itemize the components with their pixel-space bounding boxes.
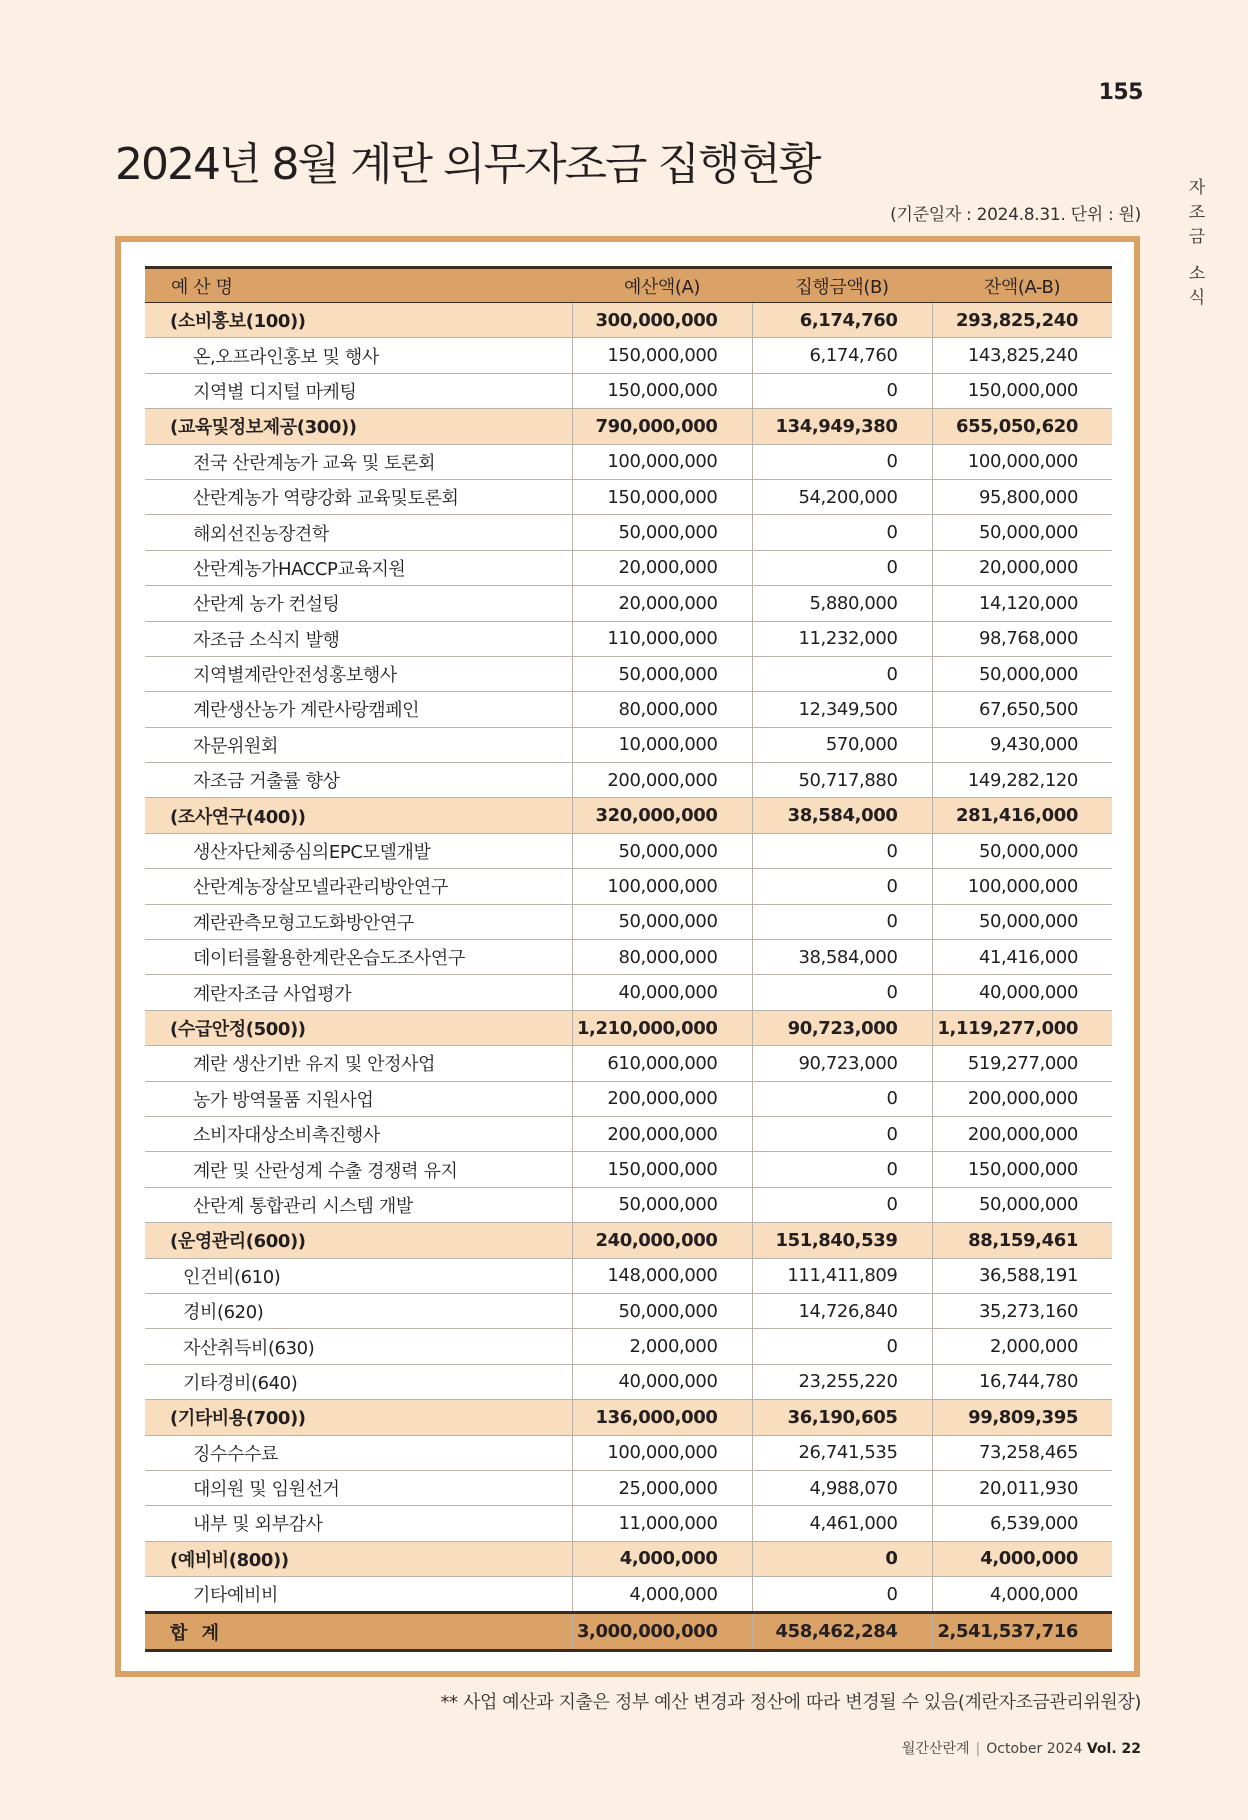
table-row: [145, 763, 1112, 798]
side-label-char: 식: [1188, 288, 1206, 308]
table-row: [145, 373, 1112, 408]
row-budget: 136,000,000: [572, 1400, 752, 1435]
row-budget: 50,000,000: [572, 833, 752, 868]
row-name: (교육및정보제공(300)): [145, 409, 572, 444]
row-budget: 4,000,000: [572, 1541, 752, 1576]
row-budget: 40,000,000: [572, 1364, 752, 1399]
row-name: (조사연구(400)): [145, 798, 572, 833]
row-budget: 150,000,000: [572, 479, 752, 514]
category-row: [145, 798, 1112, 833]
row-budget: 20,000,000: [572, 586, 752, 621]
row-balance: 150,000,000: [932, 373, 1112, 408]
row-budget: 50,000,000: [572, 656, 752, 691]
row-balance: 50,000,000: [932, 904, 1112, 939]
row-executed: 36,190,605: [752, 1400, 932, 1435]
row-balance: 143,825,240: [932, 338, 1112, 373]
row-name: 산란계농가 역량강화 교육및토론회: [145, 479, 572, 514]
table-row: [145, 1329, 1112, 1364]
row-name: 계란생산농가 계란사랑캠페인: [145, 692, 572, 727]
header-balance: 잔액(A-B): [932, 268, 1112, 303]
category-row: [145, 1541, 1112, 1576]
table-row: [145, 1046, 1112, 1081]
row-balance: 293,825,240: [932, 303, 1112, 338]
side-label-char: 금: [1188, 227, 1206, 247]
row-balance: 655,050,620: [932, 409, 1112, 444]
row-executed: 0: [752, 869, 932, 904]
row-name: 기타예비비: [145, 1577, 572, 1613]
row-name: (예비비(800)): [145, 1541, 572, 1576]
row-name: 경비(620): [145, 1293, 572, 1328]
row-name: 계란자조금 사업평가: [145, 975, 572, 1010]
row-executed: 54,200,000: [752, 479, 932, 514]
row-name: 소비자대상소비촉진행사: [145, 1116, 572, 1151]
footer-separator: |: [975, 1741, 981, 1757]
issue-date: October 2024: [986, 1741, 1083, 1757]
row-executed: 0: [752, 550, 932, 585]
row-name: 자문위원회: [145, 727, 572, 762]
row-name: 생산자단체중심의EPC모델개발: [145, 833, 572, 868]
row-executed: 5,880,000: [752, 586, 932, 621]
row-executed: 0: [752, 833, 932, 868]
row-executed: 4,461,000: [752, 1506, 932, 1541]
row-executed: 0: [752, 444, 932, 479]
row-balance: 14,120,000: [932, 586, 1112, 621]
table-row: [145, 1364, 1112, 1399]
row-name: 온,오프라인홍보 및 행사: [145, 338, 572, 373]
side-label-char: 조: [1188, 202, 1206, 223]
category-row: [145, 1223, 1112, 1258]
row-balance: 98,768,000: [932, 621, 1112, 656]
row-balance: 16,744,780: [932, 1364, 1112, 1399]
row-balance: 50,000,000: [932, 833, 1112, 868]
row-executed: 38,584,000: [752, 798, 932, 833]
row-balance: 41,416,000: [932, 940, 1112, 975]
row-executed: 0: [752, 1577, 932, 1613]
row-budget: 200,000,000: [572, 1116, 752, 1151]
row-budget: 148,000,000: [572, 1258, 752, 1293]
basis-note: (기준일자 : 2024.8.31. 단위 : 원): [890, 205, 1141, 225]
row-balance: 99,809,395: [932, 1400, 1112, 1435]
row-executed: 0: [752, 975, 932, 1010]
row-executed: 50,717,880: [752, 763, 932, 798]
table-row: [145, 869, 1112, 904]
row-balance: 50,000,000: [932, 1187, 1112, 1222]
total-budget: 3,000,000,000: [572, 1613, 752, 1650]
category-row: [145, 1400, 1112, 1435]
row-executed: 0: [752, 1152, 932, 1187]
header-budget-name: 예 산 명: [145, 268, 572, 303]
row-budget: 110,000,000: [572, 621, 752, 656]
row-name: 지역별계란안전성홍보행사: [145, 656, 572, 691]
table-row: [145, 550, 1112, 585]
row-budget: 20,000,000: [572, 550, 752, 585]
row-name: 자산취득비(630): [145, 1329, 572, 1364]
row-budget: 11,000,000: [572, 1506, 752, 1541]
page-number: 155: [1098, 80, 1143, 105]
row-budget: 790,000,000: [572, 409, 752, 444]
side-label-char: 소: [1188, 263, 1206, 284]
row-name: 산란계 농가 컨설팅: [145, 586, 572, 621]
row-executed: 14,726,840: [752, 1293, 932, 1328]
row-budget: 10,000,000: [572, 727, 752, 762]
row-executed: 134,949,380: [752, 409, 932, 444]
row-budget: 25,000,000: [572, 1470, 752, 1505]
table-row: [145, 1258, 1112, 1293]
side-label-char: 자: [1188, 178, 1206, 198]
row-balance: 50,000,000: [932, 515, 1112, 550]
row-budget: 50,000,000: [572, 515, 752, 550]
row-name: 산란계농가HACCP교육지원: [145, 550, 572, 585]
table-row: [145, 1435, 1112, 1470]
row-balance: 200,000,000: [932, 1116, 1112, 1151]
row-budget: 100,000,000: [572, 444, 752, 479]
total-row: [145, 1613, 1112, 1650]
row-budget: 200,000,000: [572, 1081, 752, 1116]
section-side-label: [1185, 176, 1209, 311]
row-name: 대의원 및 임원선거: [145, 1470, 572, 1505]
row-executed: 0: [752, 515, 932, 550]
table-row: [145, 338, 1112, 373]
table-row: [145, 940, 1112, 975]
row-name: 계란 생산기반 유지 및 안정사업: [145, 1046, 572, 1081]
row-executed: 90,723,000: [752, 1010, 932, 1045]
row-name: (수급안정(500)): [145, 1010, 572, 1045]
table-row: [145, 1116, 1112, 1151]
row-executed: 90,723,000: [752, 1046, 932, 1081]
row-executed: 0: [752, 1116, 932, 1151]
row-balance: 20,000,000: [932, 550, 1112, 585]
table-row: [145, 479, 1112, 514]
row-executed: 0: [752, 656, 932, 691]
row-balance: 2,000,000: [932, 1329, 1112, 1364]
row-balance: 150,000,000: [932, 1152, 1112, 1187]
row-budget: 200,000,000: [572, 763, 752, 798]
row-executed: 151,840,539: [752, 1223, 932, 1258]
row-name: 인건비(610): [145, 1258, 572, 1293]
table-row: [145, 1470, 1112, 1505]
row-name: 자조금 거출률 향상: [145, 763, 572, 798]
row-budget: 50,000,000: [572, 1187, 752, 1222]
row-name: (소비홍보(100)): [145, 303, 572, 338]
row-name: 산란계농장살모넬라관리방안연구: [145, 869, 572, 904]
table-row: [145, 621, 1112, 656]
row-executed: 0: [752, 1187, 932, 1222]
row-balance: 20,011,930: [932, 1470, 1112, 1505]
row-budget: 150,000,000: [572, 373, 752, 408]
row-budget: 100,000,000: [572, 1435, 752, 1470]
table-header-row: [145, 268, 1112, 303]
row-budget: 320,000,000: [572, 798, 752, 833]
table-row: [145, 1577, 1112, 1613]
row-balance: 100,000,000: [932, 869, 1112, 904]
table-row: [145, 444, 1112, 479]
row-budget: 40,000,000: [572, 975, 752, 1010]
row-budget: 240,000,000: [572, 1223, 752, 1258]
row-name: 해외선진농장견학: [145, 515, 572, 550]
row-executed: 12,349,500: [752, 692, 932, 727]
table-row: [145, 975, 1112, 1010]
row-name: 자조금 소식지 발행: [145, 621, 572, 656]
row-executed: 0: [752, 1329, 932, 1364]
row-executed: 0: [752, 1541, 932, 1576]
table-row: [145, 833, 1112, 868]
row-budget: 100,000,000: [572, 869, 752, 904]
table-row: [145, 1152, 1112, 1187]
table-row: [145, 515, 1112, 550]
header-budget-amount: 예산액(A): [572, 268, 752, 303]
table-row: [145, 586, 1112, 621]
row-name: 농가 방역물품 지원사업: [145, 1081, 572, 1116]
row-name: 지역별 디지털 마케팅: [145, 373, 572, 408]
row-name: (기타비용(700)): [145, 1400, 572, 1435]
row-balance: 6,539,000: [932, 1506, 1112, 1541]
row-executed: 6,174,760: [752, 303, 932, 338]
row-executed: 111,411,809: [752, 1258, 932, 1293]
total-label: 합 계: [145, 1613, 572, 1650]
category-row: [145, 409, 1112, 444]
table-row: [145, 1293, 1112, 1328]
row-budget: 2,000,000: [572, 1329, 752, 1364]
row-name: 계란 및 산란성계 수출 경쟁력 유지: [145, 1152, 572, 1187]
row-balance: 40,000,000: [932, 975, 1112, 1010]
row-budget: 300,000,000: [572, 303, 752, 338]
row-executed: 0: [752, 904, 932, 939]
row-balance: 200,000,000: [932, 1081, 1112, 1116]
row-budget: 150,000,000: [572, 338, 752, 373]
row-budget: 4,000,000: [572, 1577, 752, 1613]
table-row: [145, 656, 1112, 691]
row-balance: 281,416,000: [932, 798, 1112, 833]
row-executed: 4,988,070: [752, 1470, 932, 1505]
row-budget: 50,000,000: [572, 904, 752, 939]
row-balance: 50,000,000: [932, 656, 1112, 691]
table-body: [145, 303, 1112, 1613]
row-balance: 519,277,000: [932, 1046, 1112, 1081]
row-budget: 80,000,000: [572, 692, 752, 727]
row-executed: 26,741,535: [752, 1435, 932, 1470]
row-balance: 35,273,160: [932, 1293, 1112, 1328]
row-name: (운영관리(600)): [145, 1223, 572, 1258]
table-row: [145, 1081, 1112, 1116]
row-executed: 0: [752, 373, 932, 408]
row-balance: 1,119,277,000: [932, 1010, 1112, 1045]
row-budget: 80,000,000: [572, 940, 752, 975]
header-executed-amount: 집행금액(B): [752, 268, 932, 303]
row-name: 데이터를활용한계란온습도조사연구: [145, 940, 572, 975]
row-balance: 4,000,000: [932, 1541, 1112, 1576]
row-balance: 88,159,461: [932, 1223, 1112, 1258]
table-row: [145, 1187, 1112, 1222]
row-balance: 36,588,191: [932, 1258, 1112, 1293]
category-row: [145, 1010, 1112, 1045]
side-label-gap: [1185, 250, 1209, 262]
row-budget: 150,000,000: [572, 1152, 752, 1187]
row-name: 기타경비(640): [145, 1364, 572, 1399]
budget-table: [145, 266, 1112, 1652]
row-balance: 4,000,000: [932, 1577, 1112, 1613]
row-budget: 1,210,000,000: [572, 1010, 752, 1045]
table-row: [145, 1506, 1112, 1541]
row-budget: 50,000,000: [572, 1293, 752, 1328]
total-executed: 458,462,284: [752, 1613, 932, 1650]
row-executed: 6,174,760: [752, 338, 932, 373]
row-executed: 23,255,220: [752, 1364, 932, 1399]
row-balance: 149,282,120: [932, 763, 1112, 798]
row-executed: 11,232,000: [752, 621, 932, 656]
row-name: 계란관측모형고도화방안연구: [145, 904, 572, 939]
row-budget: 610,000,000: [572, 1046, 752, 1081]
volume-number: Vol. 22: [1086, 1741, 1141, 1757]
row-name: 징수수수료: [145, 1435, 572, 1470]
row-executed: 0: [752, 1081, 932, 1116]
table-row: [145, 692, 1112, 727]
row-balance: 100,000,000: [932, 444, 1112, 479]
category-row: [145, 303, 1112, 338]
row-balance: 9,430,000: [932, 727, 1112, 762]
row-name: 전국 산란계농가 교육 및 토론회: [145, 444, 572, 479]
row-name: 내부 및 외부감사: [145, 1506, 572, 1541]
footnote: ** 사업 예산과 지출은 정부 예산 변경과 정산에 따라 변경될 수 있음(계란자조금관리위원장): [440, 1692, 1141, 1713]
row-balance: 67,650,500: [932, 692, 1112, 727]
row-name: 산란계 통합관리 시스템 개발: [145, 1187, 572, 1222]
total-balance: 2,541,537,716: [932, 1613, 1112, 1650]
row-balance: 73,258,465: [932, 1435, 1112, 1470]
row-executed: 38,584,000: [752, 940, 932, 975]
table-row: [145, 904, 1112, 939]
page-footer: [902, 1738, 1141, 1758]
row-executed: 570,000: [752, 727, 932, 762]
table-row: [145, 727, 1112, 762]
page-title: 2024년 8월 계란 의무자조금 집행현황: [115, 139, 820, 190]
magazine-name: 월간산란계: [901, 1741, 970, 1757]
row-balance: 95,800,000: [932, 479, 1112, 514]
